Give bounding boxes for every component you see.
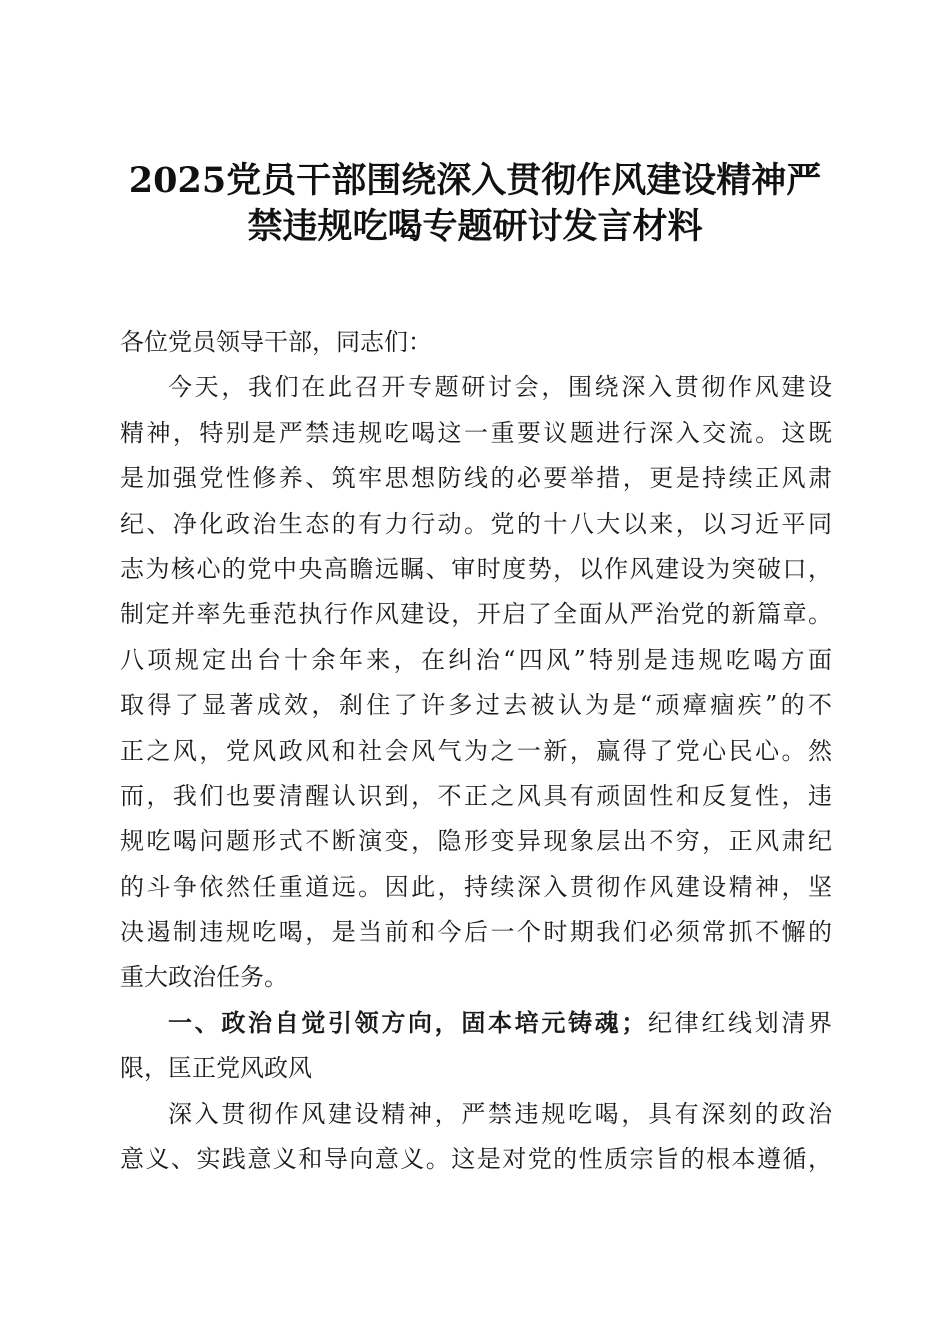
paragraph-1-line: 的斗争依然任重道远。因此，持续深入贯彻作风建设精神，坚 (120, 872, 832, 901)
paragraph-1-line: 八项规定出台十余年来，在纠治“四风”特别是违规吃喝方面 (120, 645, 832, 674)
section-heading-1-bold: 一、政治自觉引领方向，固本培元铸魂； (168, 1008, 646, 1037)
paragraph-1-line: 今天，我们在此召开专题研讨会，围绕深入贯彻作风建设 (168, 373, 832, 402)
salutation: 各位党员领导干部，同志们： (120, 328, 432, 356)
paragraph-1-line: 是加强党性修养、筑牢思想防线的必要举措，更是持续正风肃 (120, 464, 832, 493)
paragraph-1-line: 志为核心的党中央高瞻远瞩、审时度势，以作风建设为突破口， (120, 554, 832, 583)
paragraph-1-line: 精神，特别是严禁违规吃喝这一重要议题进行深入交流。这既 (120, 418, 832, 447)
title-line-1: 2025党员干部围绕深入贯彻作风建设精神严 (128, 160, 822, 201)
paragraph-1-line: 正之风，党风政风和社会风气为之一新，赢得了党心民心。然 (120, 736, 832, 765)
paragraph-1-line: 纪、净化政治生态的有力行动。党的十八大以来，以习近平同 (120, 509, 832, 538)
section-heading-1-line-2: 限，匡正党风政风 (120, 1054, 312, 1083)
paragraph-1-line: 重大政治任务。 (120, 963, 288, 992)
paragraph-1-line: 规吃喝问题形式不断演变，隐形变异现象层出不穷，正风肃纪 (120, 827, 832, 856)
paragraph-2-line: 深入贯彻作风建设精神，严禁违规吃喝，具有深刻的政治 (168, 1099, 832, 1128)
section-heading-1 (120, 1001, 832, 1046)
paragraph-2-line: 意义、实践意义和导向意义。这是对党的性质宗旨的根本遵循， (120, 1145, 832, 1174)
paragraph-1-line: 而，我们也要清醒认识到，不正之风具有顽固性和反复性，违 (120, 781, 832, 810)
document-body (120, 320, 832, 1182)
paragraph-1-line: 制定并率先垂范执行作风建设，开启了全面从严治党的新篇章。 (120, 600, 832, 629)
document-title (100, 158, 850, 250)
paragraph-1-line: 取得了显著成效，刹住了许多过去被认为是“顽瘴痼疾”的不 (120, 691, 832, 720)
paragraph-1-line: 决遏制违规吃喝，是当前和今后一个时期我们必须常抓不懈的 (120, 918, 832, 947)
section-heading-1-rest: 纪律红线划清界 (645, 1008, 833, 1037)
title-line-2: 禁违规吃喝专题研讨发言材料 (247, 206, 703, 247)
